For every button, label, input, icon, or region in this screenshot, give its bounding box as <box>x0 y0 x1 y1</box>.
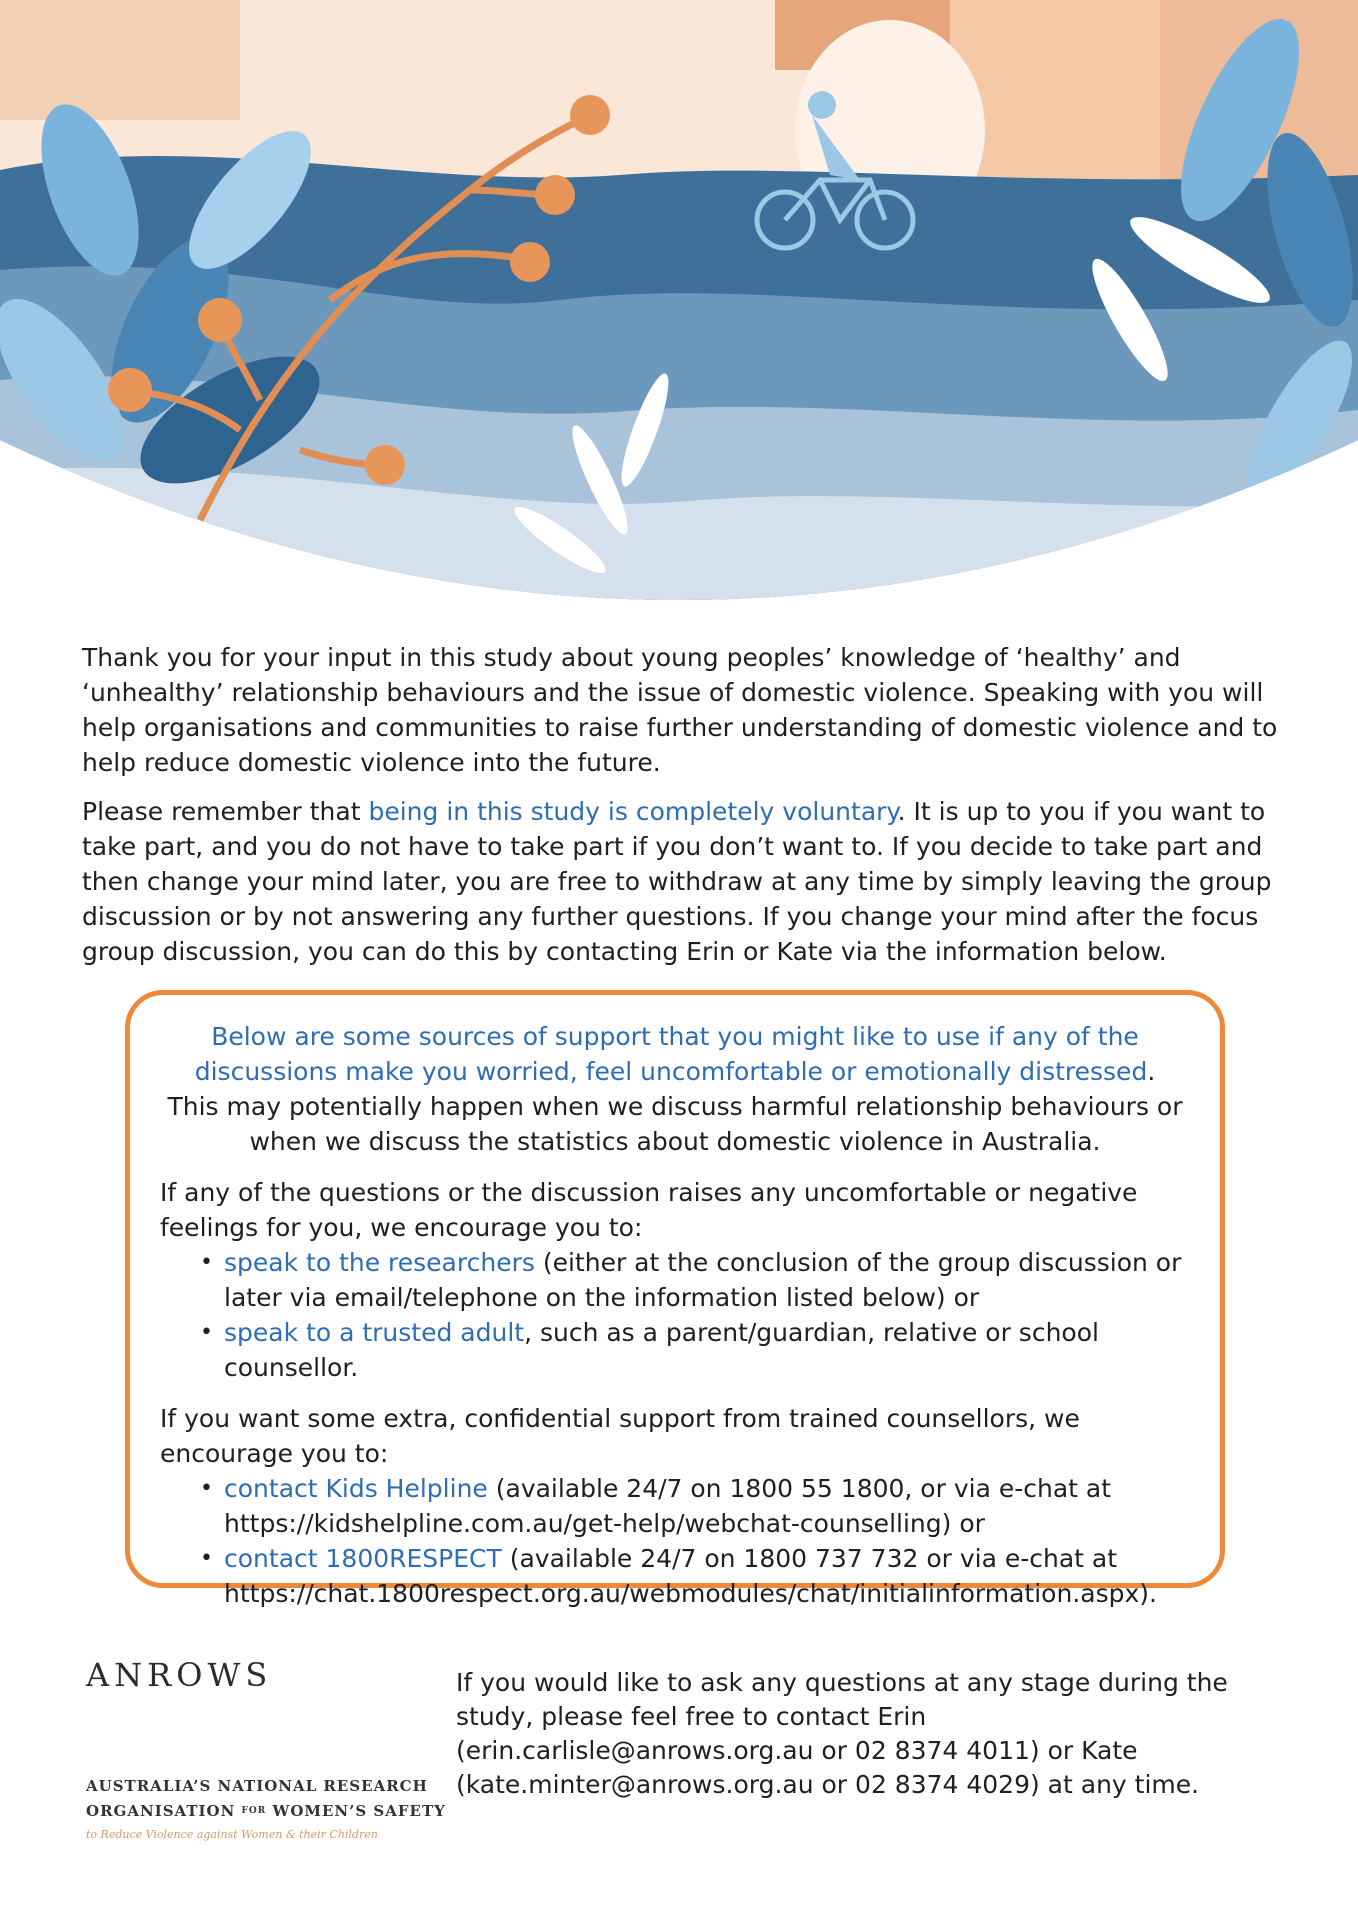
hero-illustration <box>0 0 1358 620</box>
list-item <box>200 1315 1190 1385</box>
list-item <box>200 1471 1190 1541</box>
list-item <box>200 1541 1190 1611</box>
intro-paragraph-1: Thank you for your input in this study about young peoples’ knowledge of ‘healthy’ and ‘unhealthy’ relationship behaviours and the issue of domestic violence. Speaking with you will help organisations and communities to raise further understanding of domestic violence and to help reduce domestic violence into the future. <box>82 643 1278 777</box>
support-box <box>125 990 1225 1608</box>
building-left <box>0 0 240 120</box>
list-item-text: (either at the conclusion of the group discussion or later via email/telephone on the information listed below) or <box>224 1248 1182 1312</box>
support-heading-text: Below are some sources of support that you might like to use if any of the discussions make you worried, feel uncomfortable or emotionally distressed <box>194 1022 1148 1086</box>
logo-tagline: to Reduce Violence against Women & their Children <box>86 1828 378 1841</box>
logo-wordmark: ANROWS <box>86 1656 273 1694</box>
intro-paragraph-2-suffix: . It is up to you if you want to take part, and you do not have to take part if you don’t want to. If you decide to take part and then change your mind later, you are free to withdraw at any time by simply leaving the group discussion or by not answering any further questions. If you change your mind after the focus group discussion, you can do this by contacting Erin or Kate via the information below. <box>82 797 1272 966</box>
anrows-logo <box>86 1656 446 1841</box>
support-subheading: This may potentially happen when we discuss harmful relationship behaviours or when we discuss the statistics about domestic violence in Australia. <box>167 1092 1183 1156</box>
list-item-text: , such as a parent/guardian, relative or school counsellor. <box>224 1318 1099 1382</box>
kids-helpline-link[interactable]: contact Kids Helpline <box>224 1474 488 1503</box>
support-heading <box>160 1019 1190 1089</box>
support-paragraph-1: If any of the questions or the discussion raises any uncomfortable or negative feelings for you, we encourage you to: <box>160 1178 1138 1242</box>
intro-paragraph-2-prefix: Please remember that <box>82 797 369 826</box>
intro-paragraph-2 <box>82 794 1282 969</box>
logo-organisation-name <box>86 1774 446 1824</box>
intro-section <box>82 640 1282 983</box>
logo-line-1: AUSTRALIA’S NATIONAL RESEARCH <box>86 1777 428 1795</box>
support-paragraph-2: If you want some extra, confidential support from trained counsellors, we encourage you to: <box>160 1404 1080 1468</box>
list-item-text: (available 24/7 on 1800 737 732 or via e-chat at https://chat.1800respect.org.au/webmodules/chat/initialinformation.aspx). <box>224 1544 1157 1608</box>
voluntary-highlight: being in this study is completely voluntary <box>368 797 898 826</box>
hero-artwork <box>0 0 1358 620</box>
logo-line-2-small: FOR <box>241 1806 267 1816</box>
logo-line-2a: ORGANISATION <box>86 1802 242 1820</box>
logo-line-2 <box>86 1799 446 1824</box>
list-item-text: (available 24/7 on 1800 55 1800, or via e-chat at https://kidshelpline.com.au/get-help/webchat-counselling) or <box>224 1474 1112 1538</box>
list-item <box>200 1245 1190 1315</box>
1800respect-link[interactable]: contact 1800RESPECT <box>224 1544 502 1573</box>
logo-line-2b: WOMEN’S SAFETY <box>266 1802 446 1820</box>
support-heading-end: . <box>1147 1057 1156 1086</box>
support-list-1 <box>160 1245 1190 1385</box>
speak-researchers-highlight: speak to the researchers <box>224 1248 535 1277</box>
support-list-2 <box>160 1471 1190 1611</box>
trusted-adult-highlight: speak to a trusted adult <box>224 1318 525 1347</box>
contact-info: If you would like to ask any questions at any stage during the study, please feel free to contact Erin (erin.carlisle@anrows.org.au or 02 8374 4011) or Kate (kate.minter@anrows.org.au or 02 8374 4029) at any time. <box>456 1668 1228 1799</box>
